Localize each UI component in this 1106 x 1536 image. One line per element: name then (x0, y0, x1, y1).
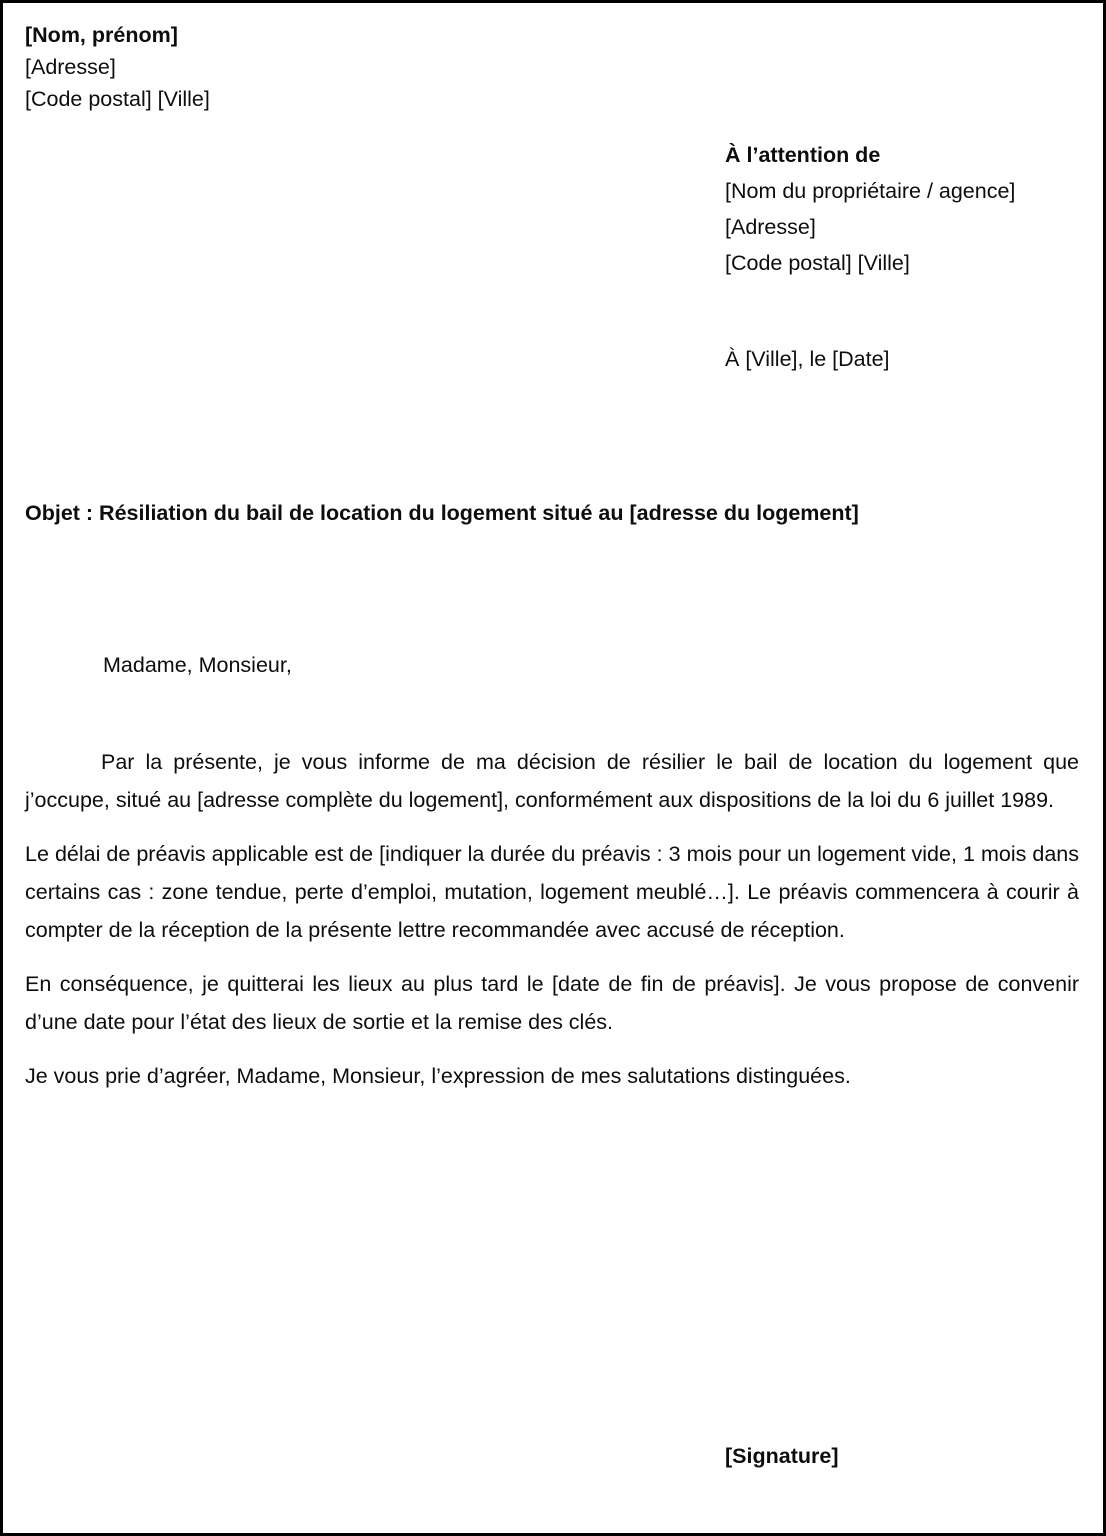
recipient-name: [Nom du propriétaire / agence] (725, 179, 1016, 203)
body-paragraph-2: Le délai de préavis applicable est de [indiquer la durée du préavis : 3 mois pour un logement vide, 1 mois dans certains cas : zone tendue, perte d’emploi, mutation, logement meublé…]. Le préavis commencera à courir à compter de la réception de la présente lettre recommandée avec accusé de réception. (25, 842, 1079, 942)
letter-content (3, 3, 1103, 1533)
recipient-street: [Adresse] (725, 215, 816, 239)
sender-name: [Nom, prénom] (25, 23, 178, 47)
letter-body (25, 743, 1081, 1095)
body-paragraph-3: En conséquence, je quitterai les lieux au plus tard le [date de fin de préavis]. Je vous propose de convenir d’une date pour l’état des lieux de sortie et la remise des clés. (25, 972, 1079, 1034)
body-paragraph-1: Par la présente, je vous informe de ma décision de résilier le bail de location du logement que j’occupe, situé au [adresse complète du logement], conformément aux dispositions de la loi du 6 juillet 1989. (25, 750, 1079, 812)
salutation: Madame, Monsieur, (103, 653, 292, 677)
subject-line: Objet : Résiliation du bail de location du logement situé au [adresse du logement] (25, 501, 859, 525)
signature-placeholder: [Signature] (725, 1444, 839, 1468)
sender-street: [Adresse] (25, 55, 116, 79)
recipient-city: [Code postal] [Ville] (725, 251, 910, 275)
recipient-attention-label: À l’attention de (725, 143, 881, 167)
recipient-address-block (725, 137, 1081, 281)
place-and-date: À [Ville], le [Date] (725, 347, 890, 371)
sender-address-block (25, 19, 1081, 115)
sender-city: [Code postal] [Ville] (25, 87, 210, 111)
body-paragraph-4: Je vous prie d’agréer, Madame, Monsieur, l’expression de mes salutations distinguées. (25, 1064, 851, 1088)
